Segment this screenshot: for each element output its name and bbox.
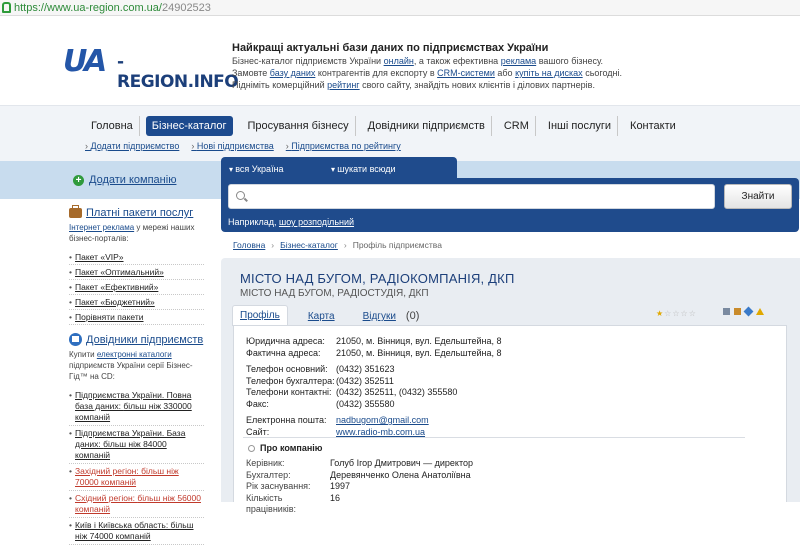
field-label: Електронна пошта: <box>246 415 327 425</box>
directory-name: Київ і Київська область: <box>75 520 171 530</box>
tagline-text: сьогодні. <box>582 68 622 78</box>
mail-icon[interactable] <box>734 308 741 315</box>
nav-business-promotion[interactable]: Просування бізнесу <box>242 116 356 136</box>
actual-address: 21050, м. Вінниця, вул. Едельштейна, 8 <box>336 347 502 358</box>
search-example <box>228 217 354 227</box>
breadcrumb-home[interactable]: Головна <box>233 240 266 250</box>
sub-menu <box>85 141 413 151</box>
field-label: Бухгалтер: <box>246 469 291 480</box>
card-tools <box>723 308 768 315</box>
logo-ua: UA <box>63 44 106 79</box>
breadcrumb-separator: › <box>343 240 347 250</box>
tab-profile[interactable]: Профіль <box>232 305 288 326</box>
directory-name: Підприємства України. База даних: <box>75 428 186 449</box>
info-row <box>246 336 502 348</box>
star-icon[interactable]: ☆ <box>672 309 680 318</box>
tagline-text: , а також ефективна <box>413 56 501 66</box>
breadcrumb-current: Профіль підприємства <box>352 240 442 250</box>
directory-name: Західний регіон: <box>75 466 142 476</box>
add-company-label: Додати компанію <box>89 174 177 186</box>
bullet-icon <box>248 445 255 452</box>
link-advertising[interactable]: реклама <box>500 56 537 66</box>
field-label: Факс: <box>246 398 269 409</box>
paid-packages-label: Платні пакети послуг <box>86 207 194 219</box>
nav-home[interactable]: Головна <box>85 116 140 136</box>
reviews-count: (0) <box>405 310 420 322</box>
about-company <box>246 458 473 516</box>
region-select[interactable]: ▾ вся Україна <box>229 164 284 174</box>
package-budget: Пакет «Бюджетний» <box>75 297 155 307</box>
list-item[interactable] <box>69 518 204 545</box>
star-icon[interactable]: ☆ <box>688 309 696 318</box>
field-label: Сайт: <box>246 426 270 437</box>
tagline-line-3 <box>232 79 632 91</box>
star-icon[interactable]: ★ <box>656 309 664 318</box>
logo-wordmark: -REGION.INFO <box>117 52 239 92</box>
nav-company-directories[interactable]: Довідники підприємств <box>362 116 492 136</box>
internet-ads-link[interactable]: Інтернет реклама <box>69 223 135 232</box>
subnav-add-company[interactable]: › Додати підприємство <box>85 141 179 151</box>
list-item[interactable] <box>69 426 204 464</box>
website-link[interactable]: www.radio-mb.com.ua <box>336 426 426 437</box>
briefcase-icon <box>69 208 82 218</box>
breadcrumb-separator: › <box>271 240 275 250</box>
company-tabs <box>232 305 419 326</box>
tagline-text: вашого бізнесу. <box>536 56 604 66</box>
list-item[interactable] <box>69 265 204 280</box>
site-tagline <box>232 42 632 91</box>
info-row <box>246 415 502 427</box>
paid-packages-title[interactable] <box>69 207 204 219</box>
package-optimal: Пакет «Оптимальний» <box>75 267 164 277</box>
add-company-link[interactable] <box>73 174 176 186</box>
field-label: Телефон бухгалтера: <box>246 375 335 386</box>
tab-map[interactable]: Карта <box>307 311 335 322</box>
directory-count: більш ніж 70000 компаній <box>75 466 179 487</box>
directory-name: Східний регіон: <box>75 493 138 503</box>
url-host: https://www.ua-region.com.ua/ <box>14 1 162 14</box>
address-bar[interactable] <box>0 0 800 16</box>
print-icon[interactable] <box>723 308 730 315</box>
package-effective: Пакет «Ефективний» <box>75 282 159 292</box>
founded-year: 1997 <box>330 481 351 491</box>
info-row <box>246 376 502 388</box>
field-label: Фактична адреса: <box>246 347 321 358</box>
tagline-line-2 <box>232 67 632 79</box>
info-row <box>246 399 502 411</box>
plus-icon: + <box>73 175 84 186</box>
star-icon[interactable]: ☆ <box>664 309 672 318</box>
list-item[interactable] <box>69 464 204 491</box>
field-label: Телефони контактні: <box>246 387 332 397</box>
info-row <box>246 470 473 482</box>
edit-icon[interactable] <box>744 307 754 317</box>
field-label: Кількість працівників: <box>246 492 297 514</box>
example-label: Наприклад, <box>228 217 279 227</box>
company-contacts <box>246 336 502 438</box>
info-row <box>246 348 502 360</box>
about-title: Про компанію <box>260 443 323 453</box>
tagline-line-1 <box>232 55 632 67</box>
list-item[interactable] <box>69 310 204 325</box>
tagline-text: Підніміть комерційний <box>232 80 328 90</box>
tab-reviews[interactable]: Відгуки <box>362 311 396 322</box>
main-phone: (0432) 351623 <box>336 364 395 374</box>
dir-desc-text: Купити <box>69 350 97 359</box>
legal-address: 21050, м. Вінниця, вул. Едельштейна, 8 <box>336 336 502 346</box>
field-label: Юридична адреса: <box>246 336 325 346</box>
nav-contacts[interactable]: Контакти <box>630 120 676 132</box>
top-navigation <box>0 105 800 161</box>
link-crm[interactable]: CRM-системи <box>437 68 495 78</box>
package-vip: Пакет «VIP» <box>75 252 124 262</box>
directory-count: більш ніж 56000 компаній <box>75 493 201 514</box>
subnav-by-rating[interactable]: › Підприємства по рейтингу <box>286 141 401 151</box>
link-database[interactable]: базу даних <box>269 68 316 78</box>
tagline-text: контрагентів для експорту в <box>315 68 438 78</box>
directories-list <box>69 388 204 545</box>
tagline-text: Бізнес-каталог підприємств України <box>232 56 384 66</box>
tagline-text: Замовте <box>232 68 270 78</box>
nav-crm[interactable]: CRM <box>498 116 536 136</box>
paid-desc-text: у мережі наших бізнес-порталів: <box>69 223 195 243</box>
directory-count: більш ніж 84000 компаній <box>75 439 167 460</box>
field-label: Рік заснування: <box>246 481 311 491</box>
example-link[interactable]: шоу розподільний <box>278 217 355 227</box>
info-row <box>246 364 502 376</box>
accountant-phone: (0432) 352511 <box>336 375 394 386</box>
directory-count: більш ніж 74000 компаній <box>75 520 194 541</box>
search-icon <box>236 191 245 200</box>
info-row <box>246 493 473 516</box>
nav-other-services[interactable]: Інші послуги <box>542 116 618 136</box>
link-buy-discs[interactable]: купіть на дисках <box>515 68 583 78</box>
book-icon <box>69 333 82 346</box>
star-icon[interactable]: ☆ <box>680 309 688 318</box>
breadcrumb <box>233 240 448 250</box>
e-catalogs-link[interactable]: електронні каталоги <box>96 350 172 359</box>
packages-list <box>69 250 204 325</box>
company-title: МІСТО НАД БУГОМ, РАДІОКОМПАНІЯ, ДКП <box>240 271 515 286</box>
director: Голуб Ігор Дмитрович — директор <box>330 458 473 468</box>
subnav-new-companies[interactable]: › Нові підприємства <box>191 141 273 151</box>
site-logo[interactable] <box>63 42 239 92</box>
link-rating[interactable]: рейтинг <box>327 80 360 90</box>
scope-select[interactable]: ▾ шукати всюди <box>331 164 396 174</box>
tagline-text: свого сайту, знайдіть нових клієнтів і ділових партнерів. <box>359 80 595 90</box>
email-link[interactable]: nadbugom@gmail.com <box>336 415 429 425</box>
list-item[interactable] <box>69 295 204 310</box>
url-path: 24902523 <box>161 1 211 14</box>
sidebar <box>69 207 204 545</box>
breadcrumb-catalog[interactable]: Бізнес-каталог <box>280 240 338 250</box>
directory-name: Підприємства України. Повна база даних: <box>75 390 192 411</box>
tagline-text: або <box>494 68 516 78</box>
about-company-heading[interactable] <box>248 443 322 453</box>
search-button[interactable]: Знайти <box>724 184 792 209</box>
directories-desc <box>69 349 204 382</box>
compare-packages: Порівняти пакети <box>75 312 144 322</box>
main-menu <box>82 116 685 136</box>
contact-phones: (0432) 352511, (0432) 355580 <box>336 387 458 397</box>
logo-mark <box>63 42 105 82</box>
list-item[interactable] <box>69 250 204 265</box>
employee-count: 16 <box>330 492 341 503</box>
fax: (0432) 355580 <box>336 398 395 409</box>
field-label: Телефон основний: <box>246 364 328 374</box>
info-row <box>246 481 473 493</box>
nav-business-catalog[interactable]: Бізнес-каталог <box>146 116 233 136</box>
link-online[interactable]: онлайн <box>383 56 414 66</box>
rating-stars[interactable] <box>656 309 697 318</box>
list-item[interactable] <box>69 388 204 426</box>
dir-desc-text: підприємств України серії Бізнес-Гід™ на CD: <box>69 361 193 381</box>
company-subtitle: МІСТО НАД БУГОМ, РАДІОСТУДІЯ, ДКП <box>240 288 429 299</box>
directory-count: більш ніж 330000 компаній <box>75 401 192 422</box>
list-item[interactable] <box>69 280 204 295</box>
field-label: Керівник: <box>246 458 285 468</box>
divider <box>243 437 745 438</box>
accountant: Деревянченко Олена Анатоліївна <box>330 469 471 480</box>
warning-icon[interactable] <box>756 308 764 315</box>
search-input[interactable] <box>228 184 715 209</box>
tagline-headline: Найкращі актуальні бази даних по підприємствах України <box>232 42 549 54</box>
directories-label: Довідники підприємств <box>86 333 204 346</box>
lock-icon <box>2 2 11 13</box>
list-item[interactable] <box>69 491 204 518</box>
paid-packages-desc <box>69 222 204 244</box>
info-row <box>246 387 502 399</box>
info-row <box>246 458 473 470</box>
directories-title[interactable] <box>69 333 204 346</box>
